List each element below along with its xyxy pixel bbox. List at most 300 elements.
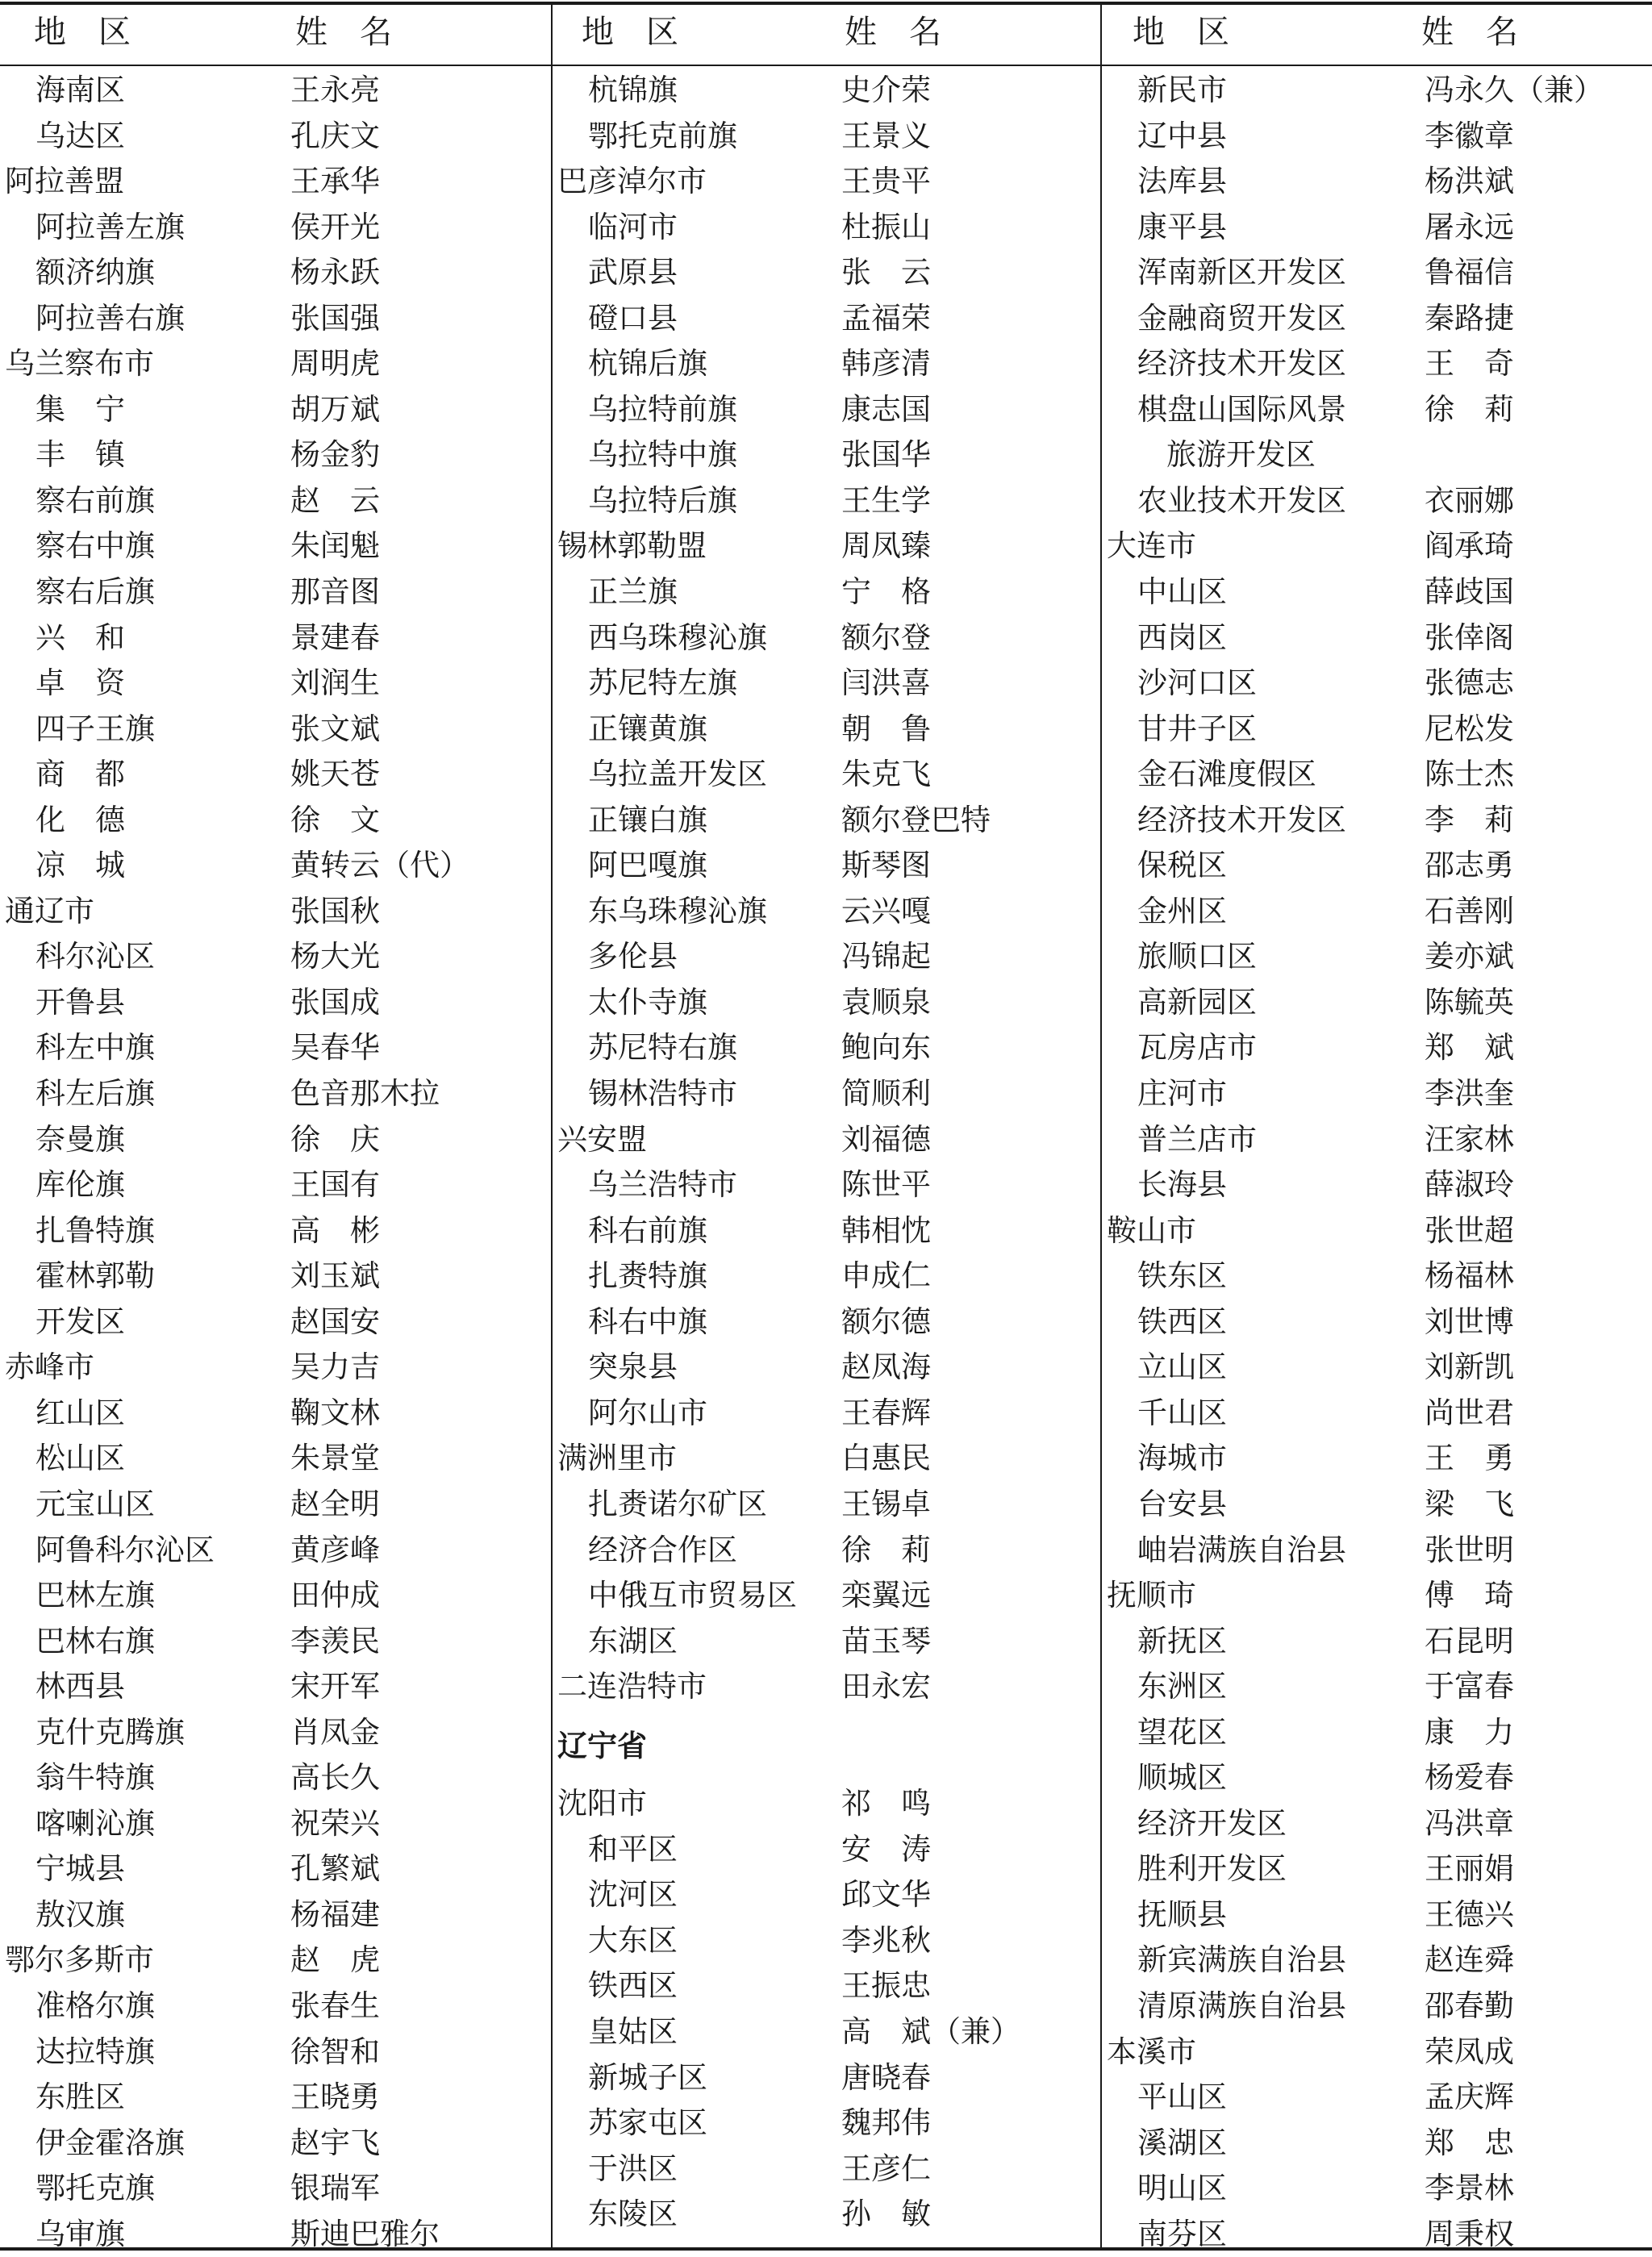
- name-cell: 田仲成: [290, 1578, 380, 1613]
- table-row: [553, 1918, 1100, 1964]
- table-row: [553, 1872, 1100, 1918]
- panel-1: [0, 0, 551, 2254]
- table-row: [0, 980, 551, 1026]
- region-cell: 康平县: [1137, 209, 1227, 244]
- region-cell: 扎赉诺尔矿区: [588, 1486, 767, 1521]
- region-cell: 乌达区: [35, 118, 125, 153]
- name-cell: 闫洪喜: [841, 665, 931, 701]
- table-row: [553, 1254, 1100, 1300]
- table-row: [553, 1573, 1100, 1619]
- region-cell: 正镶白旗: [588, 802, 707, 837]
- name-cell: 黄转云（代）: [290, 848, 469, 883]
- region-cell: 伊金霍洛旗: [35, 2125, 185, 2160]
- province-heading-row: [553, 1723, 1100, 1769]
- name-cell: 额尔登巴特: [841, 802, 991, 837]
- region-cell: 辽中县: [1137, 118, 1227, 153]
- name-cell: 石昆明: [1425, 1623, 1514, 1658]
- name-cell: 张世超: [1425, 1212, 1514, 1248]
- region-cell: 西岗区: [1137, 620, 1227, 655]
- name-cell: 王承华: [290, 164, 380, 199]
- name-header: 姓 名: [845, 14, 941, 51]
- name-cell: 高 彬: [290, 1212, 380, 1248]
- name-cell: 赵连舜: [1425, 1942, 1514, 1978]
- name-cell: 张文斌: [290, 711, 380, 746]
- region-cell: 平山区: [1137, 2080, 1227, 2115]
- name-cell: 简顺利: [841, 1076, 931, 1112]
- region-cell: 皇姑区: [588, 2013, 678, 2049]
- name-cell: 胡万斌: [290, 391, 380, 427]
- table-row: [1102, 843, 1652, 889]
- table-row: [1102, 1755, 1652, 1801]
- table-row: [0, 159, 551, 205]
- table-row: [0, 2075, 551, 2121]
- name-cell: 张国强: [290, 300, 380, 336]
- name-cell: 秦路捷: [1425, 300, 1514, 336]
- province-spacer: [553, 1768, 1100, 1781]
- region-cell: 满洲里市: [557, 1441, 677, 1476]
- region-cell: 松山区: [35, 1441, 125, 1476]
- table-row: [553, 1345, 1100, 1391]
- name-cell: 冯永久（兼）: [1425, 73, 1604, 107]
- name-cell: 张国华: [841, 437, 931, 473]
- name-cell: 苗玉琴: [841, 1623, 931, 1658]
- name-cell: 赵凤海: [841, 1350, 931, 1385]
- table-row: [1102, 798, 1652, 844]
- table-row: [553, 1117, 1100, 1163]
- table-row: [553, 1664, 1100, 1710]
- table-row: [0, 1208, 551, 1254]
- table-row: [0, 524, 551, 569]
- name-cell: 额尔登: [841, 620, 931, 655]
- name-cell: 刘润生: [290, 665, 380, 701]
- name-cell: 石善刚: [1425, 893, 1514, 928]
- table-row: [0, 1801, 551, 1847]
- region-cell: 杭锦旗: [588, 73, 678, 107]
- table-row: [553, 341, 1100, 387]
- table-row: [0, 1162, 551, 1208]
- region-cell: 阿拉善盟: [5, 164, 124, 199]
- table-row: [553, 934, 1100, 980]
- table-row: [0, 387, 551, 433]
- region-cell: 库伦旗: [35, 1167, 125, 1203]
- region-cell: 望花区: [1137, 1714, 1227, 1750]
- name-cell: 斯琴图: [841, 848, 931, 883]
- name-cell: 朱克飞: [841, 757, 931, 792]
- name-cell: 李徽章: [1425, 118, 1514, 153]
- name-cell: 张世明: [1425, 1532, 1514, 1567]
- name-cell: 云兴嘎: [841, 893, 931, 928]
- region-cell: 海城市: [1137, 1441, 1227, 1476]
- region-cell: 喀喇沁旗: [35, 1805, 155, 1841]
- name-cell: 斯迪巴雅尔: [290, 2216, 440, 2251]
- region-cell: 科右前旗: [588, 1212, 707, 1248]
- name-cell: 李景林: [1425, 2171, 1514, 2206]
- region-cell: 金石滩度假区: [1137, 757, 1316, 792]
- table-row: [0, 478, 551, 524]
- region-cell: 太仆寺旗: [588, 984, 707, 1020]
- table-row: [553, 889, 1100, 935]
- region-cell: 于洪区: [588, 2151, 678, 2186]
- panel-2: [553, 0, 1100, 2254]
- table-row: [1102, 1528, 1652, 1574]
- region-cell: 苏尼特左旗: [588, 665, 737, 701]
- region-cell: 台安县: [1137, 1486, 1227, 1521]
- region-cell: 巴林右旗: [35, 1623, 155, 1658]
- table-row: [0, 250, 551, 296]
- region-header: 地 区: [34, 14, 131, 51]
- region-cell: 兴安盟: [557, 1121, 647, 1157]
- name-cell: 王生学: [841, 482, 931, 518]
- name-cell: 王晓勇: [290, 2080, 380, 2115]
- region-cell: 甘井子区: [1137, 711, 1257, 746]
- name-cell: 史介荣: [841, 73, 931, 107]
- region-cell: 千山区: [1137, 1395, 1227, 1430]
- region-cell: 红山区: [35, 1395, 125, 1430]
- province-heading: 辽宁省: [557, 1727, 647, 1763]
- region-cell: 巴林左旗: [35, 1578, 155, 1613]
- region-cell: 新抚区: [1137, 1623, 1227, 1658]
- table-row: [0, 114, 551, 160]
- region-cell: 铁西区: [588, 1968, 678, 2004]
- table-row: [553, 296, 1100, 342]
- table-row: [1102, 250, 1652, 296]
- table-row: [1102, 432, 1652, 478]
- name-cell: 屠永远: [1425, 209, 1514, 244]
- name-cell: 色音那木拉: [290, 1076, 440, 1112]
- name-cell: 孟庆辉: [1425, 2080, 1514, 2115]
- name-cell: 杨福林: [1425, 1258, 1514, 1294]
- region-cell: 商 都: [35, 757, 125, 792]
- name-cell: 高长久: [290, 1760, 380, 1796]
- region-cell: 克什克腾旗: [35, 1714, 185, 1750]
- table-row: [1102, 1300, 1652, 1345]
- table-row: [0, 432, 551, 478]
- region-cell: 普兰店市: [1137, 1121, 1257, 1157]
- table-row: [553, 707, 1100, 753]
- table-row: [553, 524, 1100, 569]
- region-cell: 农业技术开发区: [1137, 482, 1346, 518]
- name-cell: 王永亮: [290, 73, 380, 107]
- name-cell: 薛淑玲: [1425, 1167, 1514, 1203]
- table-row: [1102, 752, 1652, 798]
- name-cell: 王景义: [841, 118, 931, 153]
- table-row: [1102, 68, 1652, 114]
- table-row: [0, 1984, 551, 2030]
- name-cell: 杜振山: [841, 209, 931, 244]
- table-row: [1102, 296, 1652, 342]
- region-cell: 突泉县: [588, 1350, 678, 1385]
- table-row: [1102, 615, 1652, 661]
- region-cell: 经济合作区: [588, 1532, 737, 1567]
- name-cell: 陈毓英: [1425, 984, 1514, 1020]
- region-cell: 和平区: [588, 1831, 678, 1867]
- name-cell: 周秉权: [1425, 2216, 1514, 2251]
- name-cell: 王锡卓: [841, 1486, 931, 1521]
- table-row: [553, 1619, 1100, 1665]
- table-row: [1102, 661, 1652, 707]
- name-cell: 韩彦清: [841, 346, 931, 382]
- name-cell: 杨大光: [290, 939, 380, 974]
- region-cell: 立山区: [1137, 1350, 1227, 1385]
- region-cell: 通辽市: [5, 893, 94, 928]
- table-row: [0, 1254, 551, 1300]
- table-row: [0, 1025, 551, 1071]
- region-cell: 南芬区: [1137, 2216, 1227, 2251]
- table-row: [0, 1846, 551, 1892]
- table-row: [1102, 707, 1652, 753]
- name-cell: 梁 飞: [1425, 1486, 1514, 1521]
- name-cell: 王丽娟: [1425, 1851, 1514, 1887]
- name-cell: 宋开军: [290, 1669, 380, 1704]
- name-cell: 康志国: [841, 391, 931, 427]
- table-row: [1102, 341, 1652, 387]
- name-cell: 李 莉: [1425, 802, 1514, 837]
- table-row: [1102, 1482, 1652, 1528]
- name-header: 姓 名: [1421, 14, 1518, 51]
- table-row: [1102, 1664, 1652, 1710]
- table-row: [1102, 2212, 1652, 2257]
- name-cell: 汪家林: [1425, 1121, 1514, 1157]
- region-cell: 磴口县: [588, 300, 678, 336]
- region-cell: 阿拉善左旗: [35, 209, 185, 244]
- table-row: [553, 2192, 1100, 2238]
- name-cell: 栾翼远: [841, 1578, 931, 1613]
- table-row: [0, 798, 551, 844]
- table-row: [0, 707, 551, 753]
- table-row: [553, 114, 1100, 160]
- table-row: [0, 1071, 551, 1117]
- region-cell: 卓 资: [35, 665, 125, 701]
- table-row: [1102, 2075, 1652, 2121]
- panel-rows: [553, 68, 1100, 2238]
- table-row: [0, 1436, 551, 1482]
- region-cell: 中俄互市贸易区: [588, 1578, 797, 1613]
- name-cell: 邵志勇: [1425, 848, 1514, 883]
- region-cell: 沙河口区: [1137, 665, 1257, 701]
- name-cell: 银瑞军: [290, 2171, 380, 2206]
- name-cell: 荣凤成: [1425, 2034, 1514, 2069]
- region-cell: 金州区: [1137, 893, 1227, 928]
- table-row: [553, 1162, 1100, 1208]
- table-row: [0, 843, 551, 889]
- name-cell: 姜亦斌: [1425, 939, 1514, 974]
- region-cell: 庄河市: [1137, 1076, 1227, 1112]
- name-cell: 申成仁: [841, 1258, 931, 1294]
- name-cell: 刘世博: [1425, 1304, 1514, 1339]
- region-cell: 扎鲁特旗: [35, 1212, 155, 1248]
- name-cell: 杨永跃: [290, 255, 380, 290]
- name-cell: 张国成: [290, 984, 380, 1020]
- region-cell: 四子王旗: [35, 711, 155, 746]
- table-row: [0, 2030, 551, 2076]
- region-cell: 乌兰察布市: [5, 346, 154, 382]
- table-row: [1102, 159, 1652, 205]
- region-cell: 西乌珠穆沁旗: [588, 620, 767, 655]
- table-row: [553, 1528, 1100, 1574]
- name-cell: 冯洪章: [1425, 1805, 1514, 1841]
- region-cell: 抚顺县: [1137, 1896, 1227, 1932]
- region-cell: 新城子区: [588, 2059, 707, 2095]
- name-cell: 侯开光: [290, 209, 380, 244]
- name-cell: 唐晓春: [841, 2059, 931, 2095]
- region-cell: 林西县: [35, 1669, 125, 1704]
- table-row: [553, 1025, 1100, 1071]
- region-cell: 阿拉善右旗: [35, 300, 185, 336]
- name-cell: 张国秋: [290, 893, 380, 928]
- name-cell: 孙 敏: [841, 2197, 931, 2232]
- name-cell: 李兆秋: [841, 1922, 931, 1958]
- name-cell: 孔繁斌: [290, 1851, 380, 1887]
- panel-3: [1102, 0, 1652, 2254]
- table-row: [0, 1619, 551, 1665]
- name-cell: 孔庆文: [290, 118, 380, 153]
- region-cell: 大连市: [1107, 528, 1196, 564]
- region-cell: 东胜区: [35, 2080, 125, 2115]
- name-cell: 陈士杰: [1425, 757, 1514, 792]
- table-row: [1102, 524, 1652, 569]
- name-cell: 王春辉: [841, 1395, 931, 1430]
- region-cell: 清原满族自治县: [1137, 1988, 1346, 2023]
- table-row: [0, 68, 551, 114]
- name-cell: 祝荣兴: [290, 1805, 380, 1841]
- region-cell: 科尔沁区: [35, 939, 155, 974]
- region-header: 地 区: [582, 14, 678, 51]
- region-cell: 保税区: [1137, 848, 1227, 883]
- region-cell: 元宝山区: [35, 1486, 155, 1521]
- name-cell: 王振忠: [841, 1968, 931, 2004]
- name-cell: 徐 莉: [841, 1532, 931, 1567]
- table-row: [553, 478, 1100, 524]
- name-cell: 王德兴: [1425, 1896, 1514, 1932]
- name-cell: 阎承琦: [1425, 528, 1514, 564]
- region-cell: 东湖区: [588, 1623, 678, 1658]
- name-cell: 于富春: [1425, 1669, 1514, 1704]
- table-row: [553, 2009, 1100, 2055]
- table-row: [0, 1300, 551, 1345]
- region-cell: 霍林郭勒: [35, 1258, 155, 1294]
- region-cell: 大东区: [588, 1922, 678, 1958]
- name-cell: 白惠民: [841, 1441, 931, 1476]
- table-row: [553, 1300, 1100, 1345]
- region-cell: 新宾满族自治县: [1137, 1942, 1346, 1978]
- table-row: [1102, 1391, 1652, 1437]
- table-row: [1102, 980, 1652, 1026]
- region-cell: 高新园区: [1137, 984, 1257, 1020]
- table-row: [553, 569, 1100, 615]
- region-cell: 胜利开发区: [1137, 1851, 1287, 1887]
- region-cell: 经济技术开发区: [1137, 802, 1346, 837]
- table-row: [553, 159, 1100, 205]
- region-cell: 宁城县: [35, 1851, 125, 1887]
- table-row: [0, 2212, 551, 2257]
- region-cell: 沈阳市: [557, 1786, 647, 1821]
- region-cell: 岫岩满族自治县: [1137, 1532, 1346, 1567]
- name-cell: 额尔德: [841, 1304, 931, 1339]
- table-row: [0, 1482, 551, 1528]
- name-cell: 鲁福信: [1425, 255, 1514, 290]
- region-cell: 法库县: [1137, 164, 1227, 199]
- table-row: [1102, 2121, 1652, 2167]
- name-cell: 徐 文: [290, 802, 380, 837]
- table-row: [0, 1573, 551, 1619]
- name-cell: 景建春: [290, 620, 380, 655]
- region-cell: 东陵区: [588, 2197, 678, 2232]
- name-cell: 高 斌（兼）: [841, 2013, 1020, 2049]
- table-row: [1102, 889, 1652, 935]
- name-cell: 杨洪斌: [1425, 164, 1514, 199]
- name-cell: 张德志: [1425, 665, 1514, 701]
- table-row: [553, 798, 1100, 844]
- name-cell: 徐 庆: [290, 1121, 380, 1157]
- name-cell: 衣丽娜: [1425, 482, 1514, 518]
- name-cell: 吴春华: [290, 1030, 380, 1066]
- table-row: [1102, 1846, 1652, 1892]
- region-cell: 经济技术开发区: [1137, 346, 1346, 382]
- region-cell: 科左中旗: [35, 1030, 155, 1066]
- table-row: [0, 1664, 551, 1710]
- name-cell: 安 涛: [841, 1831, 931, 1867]
- name-cell: 刘玉斌: [290, 1258, 380, 1294]
- table-row: [0, 1892, 551, 1938]
- region-cell: 多伦县: [588, 939, 678, 974]
- table-row: [0, 1938, 551, 1984]
- table-row: [553, 2146, 1100, 2192]
- name-cell: 傅 琦: [1425, 1578, 1514, 1613]
- name-cell: 徐 莉: [1425, 391, 1514, 427]
- region-cell: 武原县: [588, 255, 678, 290]
- region-cell: 旅顺口区: [1137, 939, 1257, 974]
- table-row: [553, 68, 1100, 114]
- name-cell: 李羡民: [290, 1623, 380, 1658]
- table-row: [553, 843, 1100, 889]
- region-cell: 沈河区: [588, 1877, 678, 1913]
- name-cell: 张倖阁: [1425, 620, 1514, 655]
- name-cell: 尚世君: [1425, 1395, 1514, 1430]
- table-row: [0, 341, 551, 387]
- table-row: [553, 1391, 1100, 1437]
- table-row: [1102, 1892, 1652, 1938]
- name-cell: 朱景堂: [290, 1441, 380, 1476]
- table-row: [0, 1710, 551, 1756]
- name-cell: 张 云: [841, 255, 931, 290]
- region-cell: 赤峰市: [5, 1350, 94, 1385]
- region-cell: 杭锦后旗: [588, 346, 707, 382]
- name-cell: 刘新凯: [1425, 1350, 1514, 1385]
- name-cell: 邵春勤: [1425, 1988, 1514, 2023]
- name-cell: 祁 鸣: [841, 1786, 931, 1821]
- table-row: [1102, 1345, 1652, 1391]
- name-cell: 朝 鲁: [841, 711, 931, 746]
- region-cell: 溪湖区: [1137, 2125, 1227, 2160]
- name-cell: 康 力: [1425, 1714, 1514, 1750]
- table-row: [1102, 1254, 1652, 1300]
- table-row: [1102, 114, 1652, 160]
- region-cell: 新民市: [1137, 73, 1227, 107]
- region-cell: 集 宁: [35, 391, 125, 427]
- region-cell: 临河市: [588, 209, 678, 244]
- region-cell: 乌审旗: [35, 2216, 125, 2251]
- table-row: [553, 1071, 1100, 1117]
- table-row: [553, 615, 1100, 661]
- name-cell: 魏邦伟: [841, 2105, 931, 2141]
- panel-rows: [1102, 68, 1652, 2257]
- name-cell: 鞠文林: [290, 1395, 380, 1430]
- table-row: [1102, 1436, 1652, 1482]
- table-row: [1102, 205, 1652, 251]
- region-cell: 浑南新区开发区: [1137, 255, 1346, 290]
- table-row: [0, 1117, 551, 1163]
- region-cell: 明山区: [1137, 2171, 1227, 2206]
